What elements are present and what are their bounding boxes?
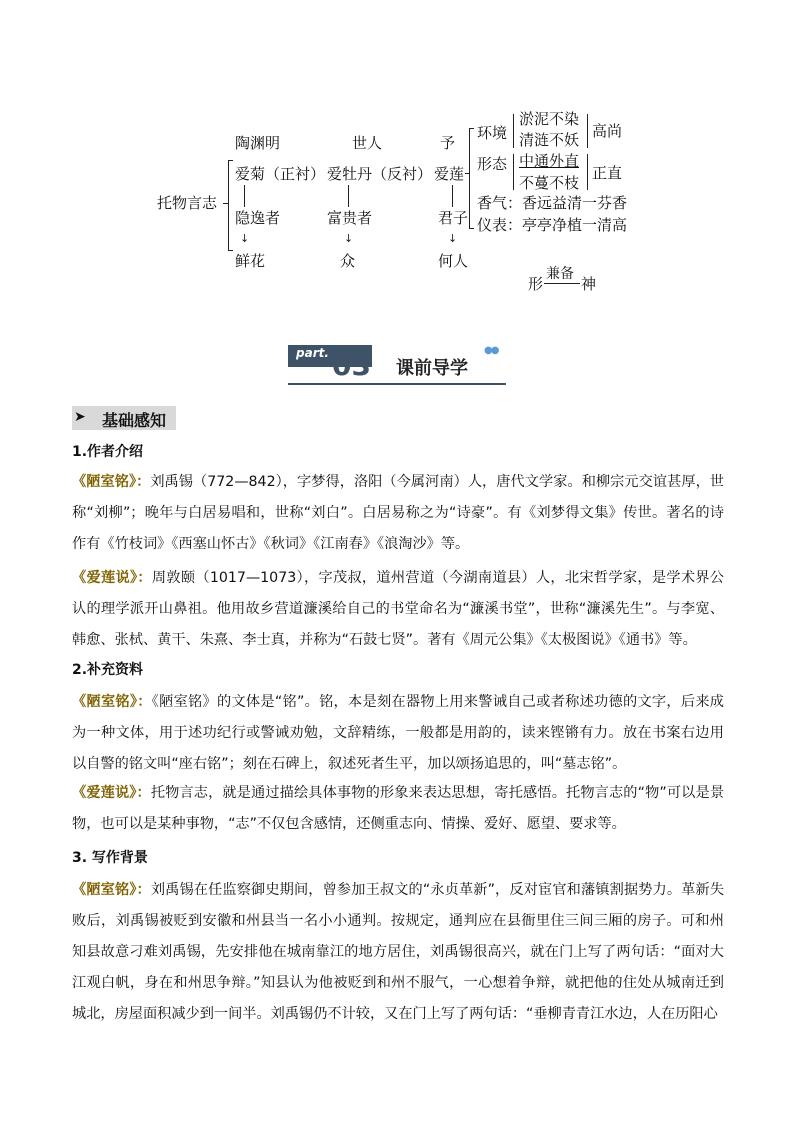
sym-fugui: 富贵者 — [327, 209, 373, 227]
out-zhong: 众 — [340, 252, 356, 270]
paragraph-background-liu — [72, 875, 724, 1030]
person-shiren: 世人 — [352, 134, 383, 152]
arrow-down-icon: ↓ — [448, 232, 458, 245]
lotus-brace-bottom — [469, 228, 474, 229]
paragraph-label: 《陋室铭》： — [72, 694, 152, 710]
form-b: 不蔓不枝 — [519, 174, 580, 192]
lotus-brace-top — [469, 128, 474, 129]
env-label: 环境 — [477, 124, 508, 142]
main-brace-bottom — [228, 250, 233, 251]
paragraph-label: 《陋室铭》： — [72, 474, 151, 490]
section-banner — [288, 345, 506, 385]
diagram-main-label: 托物言志 — [157, 194, 218, 212]
paragraph-text: 《陋室铭》的文体是“铭”。铭，本是刻在器物上用来警诫自己或者称述功德的文字，后来成为一种文体，用于述功纪行或警诫劝勉，文辞精练，一般都是用韵的，读来铿锵有力。放在书案右边用以自警的铭文叫“座右铭”；刻在石碑上，叙述死者生平，加以颂扬追思的，叫“墓志铭”。 — [72, 694, 724, 772]
paragraph-label: 《爱莲说》： — [72, 570, 152, 586]
subsection-title: 3. 写作背景 — [72, 850, 148, 866]
paragraph-text: 刘禹锡在任监察御史期间，曾参加王叔文的“永贞革新”，反对宦官和藩镇割据势力。革新失败后，刘禹锡被贬到安徽和州县当一名小小通判。按规定，通判应在县衙里住三间三厢的房子。可和州知县故意刁难刘禹锡，先安排他在城南靠江的地方居住，刘禹锡很高兴，就在门上写了两句话：“面对大江观白帆，身在和州思争辩。”知县认为他被贬到和州不服气，一心想着争辩，就把他的住处从城南迁到城北，房屋面积减少到一间半。刘禹锡仍不计较，又在门上写了两句话：“垂柳青青江水边，人在历阳心 — [72, 882, 725, 1022]
paragraph-label: 《陋室铭》： — [72, 882, 151, 898]
main-brace-line — [228, 160, 229, 250]
lotus-brace-tip — [465, 173, 469, 174]
row-mudan: 爱牡丹（反衬） — [327, 165, 433, 183]
env-result: 高尚 — [592, 122, 623, 140]
banner-rule — [288, 383, 506, 385]
row-lian: 爱莲 — [434, 165, 465, 183]
droplets-icon: ●● — [484, 345, 498, 356]
jianbei-line — [544, 283, 580, 284]
out-xianhua: 鲜花 — [235, 252, 266, 270]
person-tao: 陶渊明 — [235, 134, 281, 152]
xing-label: 形 — [528, 275, 544, 293]
sym-junzi: 君子 — [438, 209, 469, 227]
subsection-title: 2.补充资料 — [72, 662, 144, 678]
env-a: 淤泥不染 — [519, 110, 580, 128]
form-a: 中通外直 — [519, 152, 580, 170]
out-heren: 何人 — [438, 252, 469, 270]
row-ju: 爱菊（正衬） — [235, 165, 326, 183]
section-heading — [72, 406, 176, 430]
paragraph-supplement-zhou — [72, 778, 724, 840]
bearing-line: 仪表：亭亭净植一清高 — [477, 216, 628, 234]
form-result: 正直 — [592, 164, 623, 182]
banner-part-label: part. — [296, 346, 329, 360]
jianbei-label: 兼备 — [546, 266, 574, 282]
arrow-down-icon: ↓ — [240, 232, 250, 245]
triangle-bullet-icon: ➤ — [74, 409, 86, 425]
paragraph-author-liu — [72, 467, 724, 560]
env-brace-left — [513, 114, 514, 148]
paragraph-text: 周敦颐（1017—1073），字茂叔，道州营道（今湖南道县）人，北宋哲学家，是学术界公认的理学派开山鼻祖。他用故乡营道濂溪给自己的书堂命名为“濂溪书堂”，世称“濂溪先生”。与李宽、韩愈、张栻、黄干、朱熹、李士真，并称为“石鼓七贤”。著有《周元公集》《太极图说》《通书》等。 — [72, 570, 724, 648]
main-brace-top — [228, 160, 233, 161]
paragraph-text: 刘禹锡（772—842），字梦得，洛阳（今属河南）人，唐代文学家。和柳宗元交谊甚厚，世称“刘柳”；晚年与白居易唱和，世称“刘白”。白居易称之为“诗豪”。有《刘梦得文集》传世。著名的诗作有《竹枝词》《西塞山怀古》《秋词》《江南春》《浪淘沙》等。 — [72, 474, 724, 552]
form-label: 形态 — [477, 155, 508, 173]
person-yu: 予 — [440, 134, 456, 152]
connector-right — [452, 185, 453, 207]
connector-mid — [348, 185, 349, 207]
form-brace-left — [513, 154, 514, 190]
paragraph-author-zhou — [72, 563, 724, 656]
paragraph-supplement-liu — [72, 687, 724, 780]
section-title: 基础感知 — [102, 411, 167, 430]
fragrance-line: 香气：香远益清一芬香 — [477, 194, 628, 212]
env-brace-right — [587, 114, 588, 148]
shen-label: 神 — [581, 275, 597, 293]
banner-number: 03 — [332, 349, 371, 382]
sym-yinyi: 隐逸者 — [235, 209, 281, 227]
lotus-brace-line — [469, 128, 470, 228]
connector-left — [244, 185, 245, 207]
env-b: 清涟不妖 — [519, 131, 580, 149]
main-brace-tip — [223, 203, 228, 204]
banner-title: 课前导学 — [396, 358, 468, 379]
arrow-down-icon: ↓ — [344, 232, 354, 245]
form-brace-right — [587, 154, 588, 190]
subsection-title: 1.作者介绍 — [72, 444, 144, 460]
paragraph-label: 《爱莲说》： — [72, 785, 151, 801]
paragraph-text: 托物言志，就是通过描绘具体事物的形象来表达思想，寄托感悟。托物言志的“物”可以是景物，也可以是某种事物，“志”不仅包含感情，还侧重志向、情操、爱好、愿望、要求等。 — [72, 785, 725, 832]
